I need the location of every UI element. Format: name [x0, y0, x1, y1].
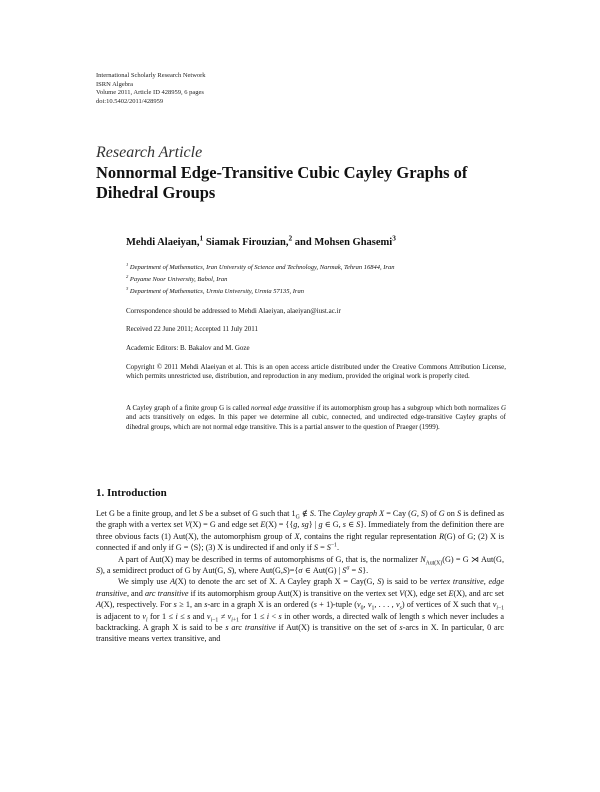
copyright: Copyright © 2011 Mehdi Alaeiyan et al. This is an open access article distributed under the Creative Commons Attribution License, which permits unrestricted use, distribution, and reproduction in any medium, provided the original work is properly cited.	[126, 363, 506, 380]
editors: Academic Editors: B. Bakalov and M. Goze	[126, 344, 250, 352]
author-affil-mark: 2	[288, 233, 293, 243]
author-affil-mark: 1	[199, 233, 204, 243]
article-type: Research Article	[96, 144, 203, 161]
author-name: and Mohsen Ghasemi	[294, 237, 393, 248]
affiliation	[126, 274, 506, 286]
paragraph: We simply use A(X) to denote the arc set of X. A Cayley graph X = Cay(G, S) is said to be vertex transitive, edge transitive, and arc transitive if its automorphism group Aut(X) is transitive on the vertex set V(X), edge set E(X), and arc set A(X), respectively. For s ≥ 1, an s-arc in a graph X is an ordered (s + 1)-tuple ($v_0$, $v_1$, . . . , $v_s$) of vertices of X such that $v_{i-1}$ is adjacent to $v_i$ for 1 ≤ i ≤ s and $v_{i-1} \ne v_{i+1}$ for 1 ≤ i < s in other words, a directed walk of length s which never includes a backtracking. A graph X is said to be s arc transitive if Aut(X) is transitive on the set of s-arcs in X. In particular, 0 arc transitive means vertex transitive, and	[96, 577, 505, 644]
dates: Received 22 June 2011; Accepted 11 July 2011	[126, 325, 258, 333]
affiliation-text: Department of Mathematics, Urmia University, Urmia 57135, Iran	[129, 287, 304, 295]
affiliation-number: 3	[126, 285, 129, 291]
paper-title: Nonnormal Edge-Transitive Cubic Cayley Graphs of Dihedral Groups	[96, 163, 468, 202]
author-list	[126, 233, 396, 248]
affiliations	[126, 262, 506, 297]
volume-info: Volume 2011, Article ID 428959, 6 pages	[96, 89, 204, 97]
journal-header	[96, 72, 206, 106]
affiliation-text: Department of Mathematics, Iran University of Science and Technology, Narmak, Tehran 16844, Iran	[129, 264, 395, 271]
doi: doi:10.5402/2011/428959	[96, 97, 164, 105]
correspondence: Correspondence should be addressed to Mehdi Alaeiyan, alaeiyan@iust.ac.ir	[126, 307, 341, 315]
section-heading: 1. Introduction	[96, 487, 167, 499]
paragraph: Let G be a finite group, and let S be a subset of G such that $1_G$ ∉ S. The Cayley graph X = Cay (G, S) of G on S is defined as the graph with a vertex set V(X) = G and edge set E(X) = {{g, sg} | g ∈ G, s ∈ S}. Immediately from the definition there are three obvious facts (1) Aut(X), the automorphism group of X, contains the right regular representation R(G) of G; (2) X is connected if and only if G = ⟨S⟩; (3) X is undirected if and only if $S = S^{-1}$.	[96, 509, 505, 553]
author-name: Siamak Firouzian,	[205, 237, 289, 248]
abstract-text: and acts transitively on edges. In this paper we determine all cubic, connected, and undirected edge-transitive Cayley graphs of dihedral groups, which are not normal edge transitive. This is a partial answer to the question of Praeger (1999).	[126, 413, 506, 431]
affiliation	[126, 262, 506, 274]
affiliation-number: 2	[126, 273, 129, 279]
abstract-text: A Cayley graph of a finite group G is called	[126, 404, 252, 412]
abstract-emphasis: normal edge transitive	[251, 404, 315, 412]
introduction-body	[96, 508, 504, 645]
affiliation-text: Payame Noor University, Babol, Iran	[129, 275, 228, 283]
journal-name: International Scholarly Research Network	[96, 72, 206, 79]
abstract	[126, 404, 506, 432]
author-affil-mark: 3	[392, 233, 396, 243]
author-name: Mehdi Alaeiyan,	[126, 237, 200, 248]
affiliation-number: 1	[126, 261, 129, 267]
paragraph: A part of Aut(X) may be described in terms of automorphisms of G, that is, the normalizer $N_{Aut(X)}(G) = G$ ⋊ Aut(G, S), a semidirect product of G by Aut(G, S), where Aut(G,S)={σ ∈ Aut(G) | $S^\sigma = S$}.	[96, 554, 504, 576]
journal-subname: ISRN Algebra	[96, 80, 134, 88]
affiliation	[126, 286, 506, 298]
abstract-emphasis: G	[500, 404, 506, 412]
abstract-text: if its automorphism group has a subgroup which both normalizes	[314, 404, 501, 412]
